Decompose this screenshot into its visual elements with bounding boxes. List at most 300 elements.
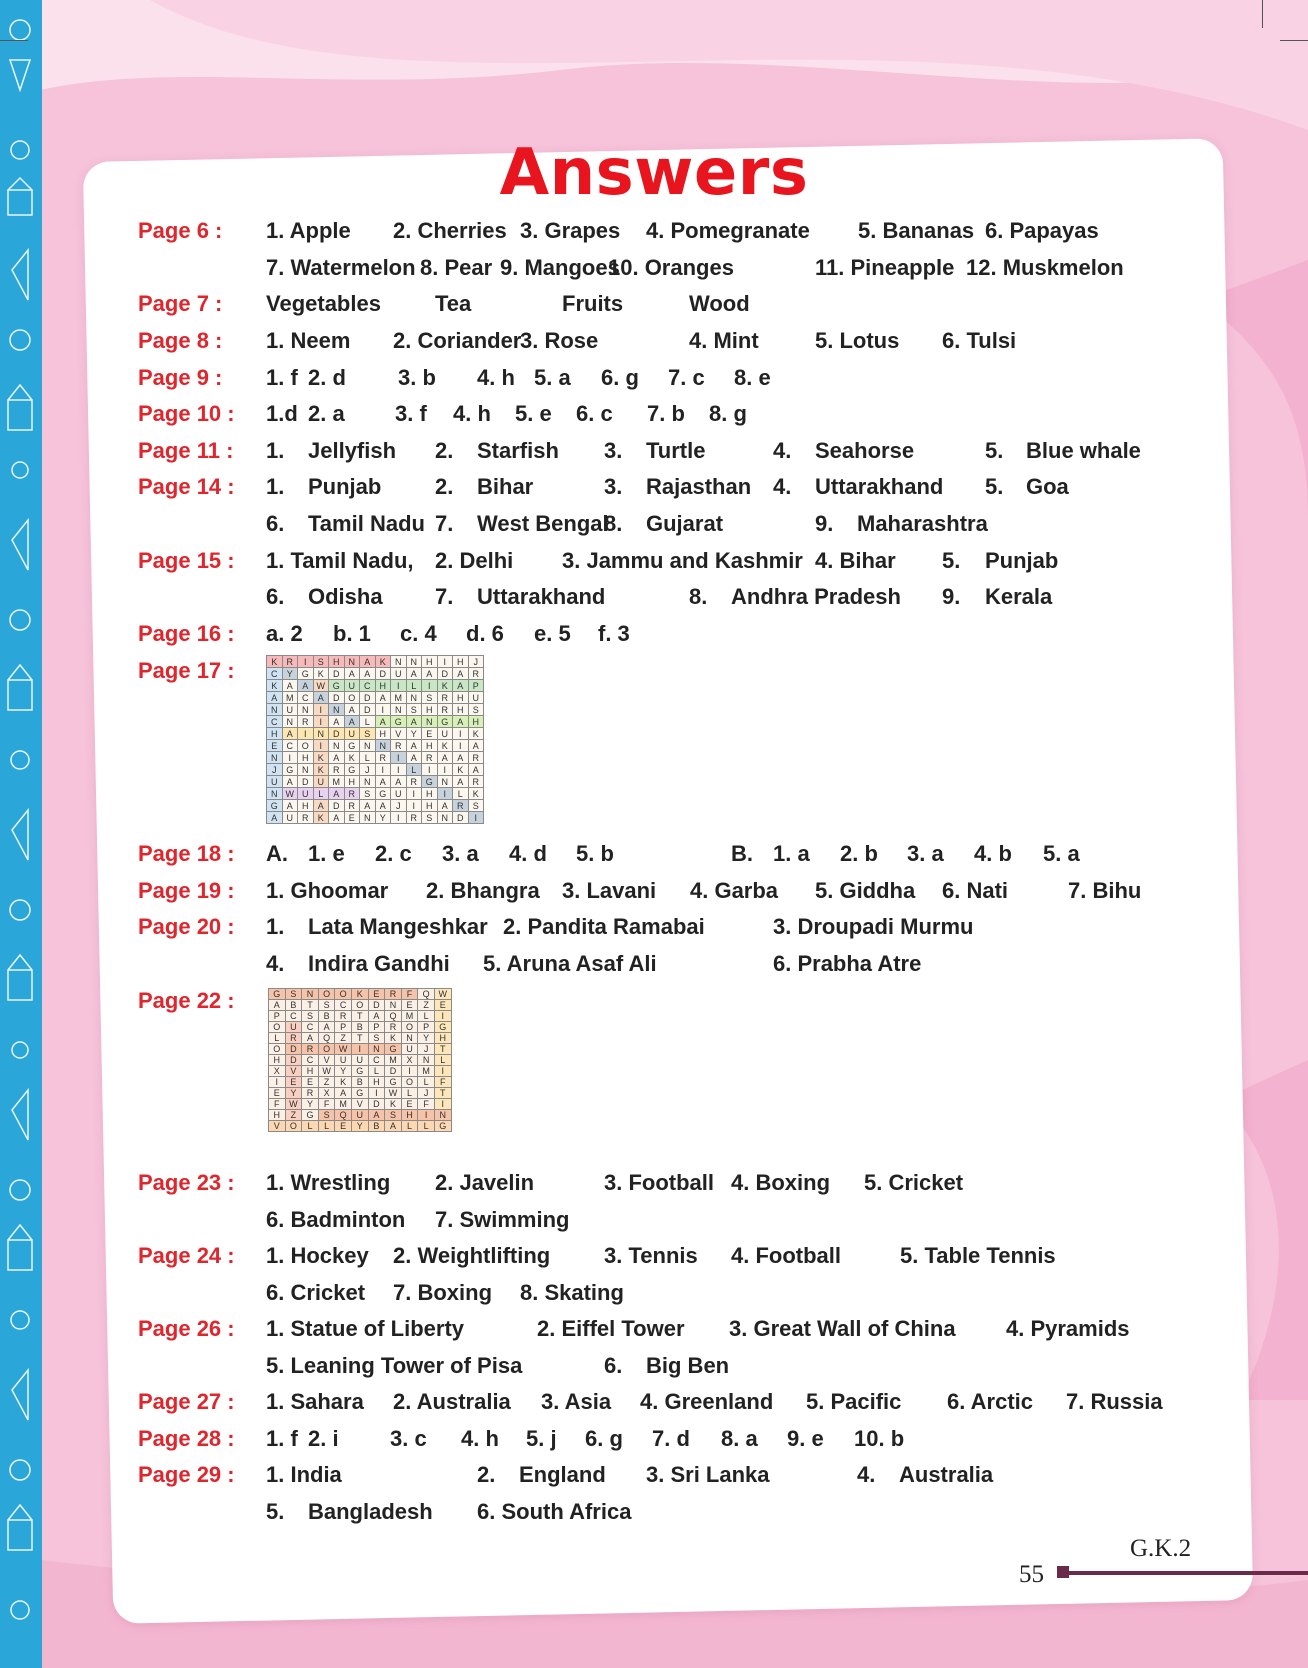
grid-letter: W (335, 1044, 352, 1055)
grid-letter: A (437, 800, 453, 812)
page-number-rule (1060, 1571, 1308, 1575)
grid-letter: F (401, 989, 418, 1000)
grid-letter: N (313, 728, 329, 740)
answer-item: 7. (435, 511, 454, 536)
answer-item: 2. Eiffel Tower (537, 1316, 685, 1341)
grid-letter: N (360, 776, 376, 788)
grid-letter: I (437, 788, 453, 800)
grid-letter: A (375, 716, 391, 728)
answer-item: a. 2 (266, 621, 303, 646)
grid-row (267, 764, 484, 776)
grid-letter: I (418, 1110, 435, 1121)
grid-letter: I (375, 764, 391, 776)
answer-row (138, 1243, 1238, 1279)
page-label: Page 14 : (138, 474, 235, 499)
answer-item: 8. (689, 584, 708, 609)
answer-item: 2. Coriander (393, 328, 522, 353)
page-label: Page 19 : (138, 878, 235, 903)
grid-letter: K (385, 1033, 402, 1044)
grid-letter: N (406, 692, 422, 704)
grid-letter: W (282, 788, 298, 800)
grid-row (267, 776, 484, 788)
grid-row (267, 812, 484, 824)
grid-letter: U (391, 788, 407, 800)
page-label: Page 27 : (138, 1389, 235, 1414)
grid-letter: T (434, 1044, 451, 1055)
grid-letter: N (418, 1055, 435, 1066)
grid-row (267, 740, 484, 752)
grid-letter: D (329, 800, 345, 812)
grid-letter: A (282, 680, 298, 692)
grid-letter: D (385, 1066, 402, 1077)
answer-item: 4. Football (731, 1243, 841, 1268)
answer-item: 1. Tamil Nadu, (266, 548, 414, 573)
grid-letter: R (329, 764, 345, 776)
grid-row (269, 1121, 452, 1132)
grid-letter: M (418, 1066, 435, 1077)
grid-letter: C (267, 716, 283, 728)
grid-letter: H (453, 704, 469, 716)
grid-letter: K (344, 752, 360, 764)
grid-letter: L (453, 788, 469, 800)
grid-letter: T (434, 1088, 451, 1099)
page-number: 55 (1019, 1561, 1044, 1588)
answer-item: 4. h (453, 401, 491, 426)
answer-item: 5. Giddha (815, 878, 916, 903)
answer-row (138, 218, 1238, 254)
crop-mark (0, 40, 28, 41)
grid-letter: I (368, 1088, 385, 1099)
grid-letter: I (313, 704, 329, 716)
answer-item: 8. g (709, 401, 747, 426)
answer-item: f. 3 (598, 621, 630, 646)
grid-letter: F (418, 1099, 435, 1110)
answer-item: 4. h (477, 365, 515, 390)
answer-item: Vegetables (266, 291, 381, 316)
grid-letter: P (468, 680, 484, 692)
grid-letter: A (329, 788, 345, 800)
grid-letter: W (285, 1099, 302, 1110)
grid-letter: F (318, 1099, 335, 1110)
grid-letter: N (282, 716, 298, 728)
grid-letter: Y (418, 1033, 435, 1044)
grid-letter: G (351, 1088, 368, 1099)
page-label: Page 15 : (138, 548, 235, 573)
grid-letter: Y (282, 668, 298, 680)
answer-item: A. (266, 841, 288, 866)
answer-item: 3. Tennis (604, 1243, 698, 1268)
grid-letter: A (406, 752, 422, 764)
grid-letter: A (298, 680, 314, 692)
grid-row (269, 1022, 452, 1033)
grid-letter: K (351, 989, 368, 1000)
grid-letter: R (453, 800, 469, 812)
grid-letter: E (422, 728, 438, 740)
grid-letter: D (329, 668, 345, 680)
grid-row (269, 1110, 452, 1121)
answer-item: Gujarat (646, 511, 724, 536)
grid-letter: Z (418, 1000, 435, 1011)
answer-item: 6. g (601, 365, 639, 390)
grid-letter: R (468, 776, 484, 788)
grid-letter: N (360, 740, 376, 752)
grid-letter: K (385, 1099, 402, 1110)
grid-letter: H (453, 656, 469, 668)
answer-item: 1. (266, 438, 285, 463)
grid-letter: H (298, 800, 314, 812)
answer-item: 2. a (308, 401, 345, 426)
grid-letter: S (360, 728, 376, 740)
grid-letter: I (406, 788, 422, 800)
answer-item: 5. Table Tennis (900, 1243, 1056, 1268)
grid-letter: I (298, 656, 314, 668)
answer-item: 7. d (652, 1426, 690, 1451)
grid-letter: I (468, 812, 484, 824)
answer-item: 5. a (1043, 841, 1080, 866)
answer-item: Bangladesh (308, 1499, 433, 1524)
grid-letter: V (318, 1055, 335, 1066)
grid-letter: O (285, 1121, 302, 1132)
grid-letter: A (335, 1088, 352, 1099)
answer-item: Tamil Nadu (308, 511, 425, 536)
grid-letter: M (391, 692, 407, 704)
grid-letter: W (318, 1066, 335, 1077)
answer-item: 4. Greenland (640, 1389, 774, 1414)
grid-letter: V (391, 728, 407, 740)
answer-item: Big Ben (646, 1353, 730, 1378)
grid-letter: U (282, 812, 298, 824)
grid-letter: L (360, 752, 376, 764)
grid-letter: K (267, 680, 283, 692)
answer-item: 3. b (398, 365, 436, 390)
answer-row (138, 584, 1238, 620)
grid-letter: C (298, 692, 314, 704)
grid-letter: D (329, 728, 345, 740)
answer-row (138, 1353, 1238, 1389)
page-label: Page 23 : (138, 1170, 235, 1195)
grid-letter: R (302, 1088, 319, 1099)
grid-letter: L (360, 716, 376, 728)
grid-letter: I (434, 1011, 451, 1022)
grid-letter: N (298, 764, 314, 776)
answer-item: 10. Oranges (608, 255, 734, 280)
grid-letter: K (313, 668, 329, 680)
grid-letter: K (313, 752, 329, 764)
page-label: Page 20 : (138, 914, 235, 939)
answer-item: 5. (985, 474, 1004, 499)
grid-letter: U (335, 1055, 352, 1066)
grid-letter: K (267, 656, 283, 668)
answer-item: 3. Droupadi Murmu (773, 914, 974, 939)
grid-row (267, 680, 484, 692)
answer-item: 6. c (576, 401, 613, 426)
answer-item: 8. Pear (420, 255, 493, 280)
grid-letter: A (282, 728, 298, 740)
grid-letter: R (298, 716, 314, 728)
answer-item: 3. Grapes (520, 218, 621, 243)
answer-row (138, 951, 1238, 987)
grid-letter: O (318, 989, 335, 1000)
grid-letter: A (468, 740, 484, 752)
answer-item: 7. Swimming (435, 1207, 570, 1232)
grid-letter: N (422, 716, 438, 728)
grid-letter: H (422, 788, 438, 800)
grid-letter: R (375, 752, 391, 764)
grid-letter: I (401, 1066, 418, 1077)
grid-letter: X (269, 1066, 286, 1077)
grid-letter: H (269, 1110, 286, 1121)
answer-item: B. (731, 841, 753, 866)
grid-letter: A (422, 668, 438, 680)
page-label: Page 10 : (138, 401, 235, 426)
grid-letter: L (313, 788, 329, 800)
answer-item: 3. a (907, 841, 944, 866)
answer-item: 1. Wrestling (266, 1170, 391, 1195)
answer-item: 4. (773, 474, 792, 499)
grid-letter: N (344, 656, 360, 668)
grid-letter: K (313, 764, 329, 776)
answer-item: 6. (604, 1353, 623, 1378)
grid-letter: U (267, 776, 283, 788)
grid-letter: K (468, 788, 484, 800)
answer-item: Turtle (646, 438, 706, 463)
grid-letter: B (351, 1077, 368, 1088)
answer-item: 6. Arctic (947, 1389, 1034, 1414)
grid-letter: I (434, 1099, 451, 1110)
grid-letter: U (285, 1022, 302, 1033)
grid-letter: Y (302, 1099, 319, 1110)
page-label: Page 28 : (138, 1426, 235, 1451)
answer-item: 7. Boxing (393, 1280, 493, 1305)
answer-row (138, 914, 1238, 950)
grid-letter: R (406, 812, 422, 824)
grid-letter: S (385, 1110, 402, 1121)
page-label: Page 8 : (138, 328, 223, 353)
crop-mark (1280, 40, 1308, 41)
grid-letter: I (313, 740, 329, 752)
grid-letter: L (269, 1033, 286, 1044)
grid-letter: Z (335, 1033, 352, 1044)
answer-item: Lata Mangeshkar (308, 914, 488, 939)
grid-letter: N (298, 704, 314, 716)
grid-letter: W (313, 680, 329, 692)
grid-letter: O (344, 692, 360, 704)
grid-letter: I (406, 800, 422, 812)
grid-letter: N (391, 704, 407, 716)
answer-row (138, 474, 1238, 510)
grid-letter: W (434, 989, 451, 1000)
grid-letter: O (318, 1044, 335, 1055)
grid-letter: S (302, 1011, 319, 1022)
grid-letter: E (302, 1077, 319, 1088)
answer-item: Punjab (985, 548, 1059, 573)
grid-letter: A (318, 1022, 335, 1033)
page-22-word-search-grid (268, 988, 452, 1132)
answer-item: 9. e (787, 1426, 824, 1451)
grid-letter: C (282, 740, 298, 752)
grid-letter: B (351, 1022, 368, 1033)
page-label: Page 26 : (138, 1316, 235, 1341)
crop-mark (1262, 0, 1263, 28)
grid-row (269, 1011, 452, 1022)
page-label: Page 9 : (138, 365, 223, 390)
answer-item: 1. (266, 474, 285, 499)
grid-letter: K (335, 1077, 352, 1088)
grid-letter: O (401, 1077, 418, 1088)
grid-letter: A (344, 668, 360, 680)
answer-item: 7. (435, 584, 454, 609)
grid-letter: S (285, 989, 302, 1000)
grid-letter: N (391, 656, 407, 668)
answer-item: 4. Mint (689, 328, 759, 353)
grid-letter: A (267, 692, 283, 704)
grid-letter: R (385, 1022, 402, 1033)
grid-letter: G (385, 1077, 402, 1088)
grid-letter: H (329, 656, 345, 668)
answer-item: 9. (815, 511, 834, 536)
grid-letter: J (360, 764, 376, 776)
grid-letter: C (267, 668, 283, 680)
grid-letter: Q (318, 1033, 335, 1044)
grid-letter: D (437, 668, 453, 680)
grid-letter: E (401, 1000, 418, 1011)
grid-letter: Q (335, 1110, 352, 1121)
grid-letter: N (329, 740, 345, 752)
grid-letter: A (368, 1011, 385, 1022)
grid-letter: I (422, 680, 438, 692)
grid-letter: A (437, 752, 453, 764)
grid-letter: G (267, 800, 283, 812)
answer-item: West Bengal (477, 511, 609, 536)
answer-item: 7. Russia (1066, 1389, 1163, 1414)
grid-letter: N (434, 1110, 451, 1121)
grid-row (267, 716, 484, 728)
page-label: Page 29 : (138, 1462, 235, 1487)
grid-letter: O (269, 1044, 286, 1055)
answer-item: 5. a (534, 365, 571, 390)
grid-letter: R (344, 788, 360, 800)
grid-letter: H (422, 800, 438, 812)
answer-item: Andhra Pradesh (731, 584, 901, 609)
grid-letter: A (313, 692, 329, 704)
grid-letter: R (468, 668, 484, 680)
grid-letter: D (375, 668, 391, 680)
page-label: Page 6 : (138, 218, 223, 243)
answer-item: Uttarakhand (815, 474, 944, 499)
page-label: Page 11 : (138, 438, 234, 463)
grid-letter: G (282, 764, 298, 776)
grid-letter: G (434, 1022, 451, 1033)
decorative-side-strip (0, 0, 42, 1668)
grid-letter: A (360, 800, 376, 812)
grid-letter: A (269, 1000, 286, 1011)
grid-letter: A (453, 752, 469, 764)
answer-item: 3. Sri Lanka (646, 1462, 770, 1487)
grid-letter: N (375, 740, 391, 752)
answer-item: 1. f (266, 365, 298, 390)
grid-letter: I (282, 752, 298, 764)
grid-letter: D (360, 692, 376, 704)
answer-item: Starfish (477, 438, 559, 463)
grid-letter: A (344, 716, 360, 728)
grid-letter: A (329, 752, 345, 764)
answer-row (138, 438, 1238, 474)
grid-letter: N (437, 776, 453, 788)
grid-letter: U (401, 1044, 418, 1055)
answer-item: 2. (477, 1462, 496, 1487)
answer-item: c. 4 (400, 621, 437, 646)
answer-item: 3. Lavani (562, 878, 657, 903)
answer-item: 4. Pomegranate (646, 218, 810, 243)
grid-letter: H (298, 752, 314, 764)
answer-item: 6. Badminton (266, 1207, 406, 1232)
answer-item: 9. Mangoes (500, 255, 620, 280)
grid-letter: H (422, 740, 438, 752)
answer-item: 2. Australia (393, 1389, 511, 1414)
grid-letter: C (302, 1055, 319, 1066)
grid-letter: J (418, 1088, 435, 1099)
answer-item: 2. Delhi (435, 548, 514, 573)
answer-item: 1. f (266, 1426, 298, 1451)
grid-letter: O (269, 1022, 286, 1033)
answer-item: 1. a (773, 841, 810, 866)
grid-letter: R (437, 704, 453, 716)
grid-letter: I (391, 812, 407, 824)
grid-letter: H (368, 1077, 385, 1088)
grid-letter: Y (285, 1088, 302, 1099)
grid-letter: A (329, 716, 345, 728)
grid-letter: L (406, 680, 422, 692)
grid-letter: A (375, 800, 391, 812)
grid-letter: U (468, 692, 484, 704)
answer-row (138, 1426, 1238, 1462)
answer-item: 8. e (734, 365, 771, 390)
grid-letter: C (335, 1000, 352, 1011)
answer-item: d. 6 (466, 621, 504, 646)
grid-letter: H (375, 728, 391, 740)
grid-letter: N (302, 989, 319, 1000)
answer-item: Uttarakhand (477, 584, 606, 609)
grid-row (269, 1077, 452, 1088)
page-label: Page 18 : (138, 841, 235, 866)
answer-row (138, 401, 1238, 437)
grid-letter: N (437, 812, 453, 824)
grid-letter: Y (351, 1121, 368, 1132)
grid-letter: R (391, 740, 407, 752)
answer-item: e. 5 (534, 621, 571, 646)
grid-letter: D (453, 812, 469, 824)
grid-letter: O (351, 1000, 368, 1011)
answer-row (138, 1170, 1238, 1206)
grid-letter: Q (385, 1011, 402, 1022)
grid-letter: A (282, 776, 298, 788)
answer-item: 2. Javelin (435, 1170, 535, 1195)
grid-letter: U (344, 680, 360, 692)
answer-item: 12. Muskmelon (966, 255, 1124, 280)
grid-letter: R (302, 1044, 319, 1055)
grid-letter: E (434, 1000, 451, 1011)
grid-letter: L (418, 1077, 435, 1088)
answer-row (138, 365, 1238, 401)
answer-row (138, 328, 1238, 364)
grid-row (267, 656, 484, 668)
answer-item: 6. g (585, 1426, 623, 1451)
grid-letter: L (418, 1121, 435, 1132)
grid-letter: J (391, 800, 407, 812)
page-label: Page 16 : (138, 621, 235, 646)
grid-letter: W (385, 1088, 402, 1099)
grid-letter: I (313, 716, 329, 728)
